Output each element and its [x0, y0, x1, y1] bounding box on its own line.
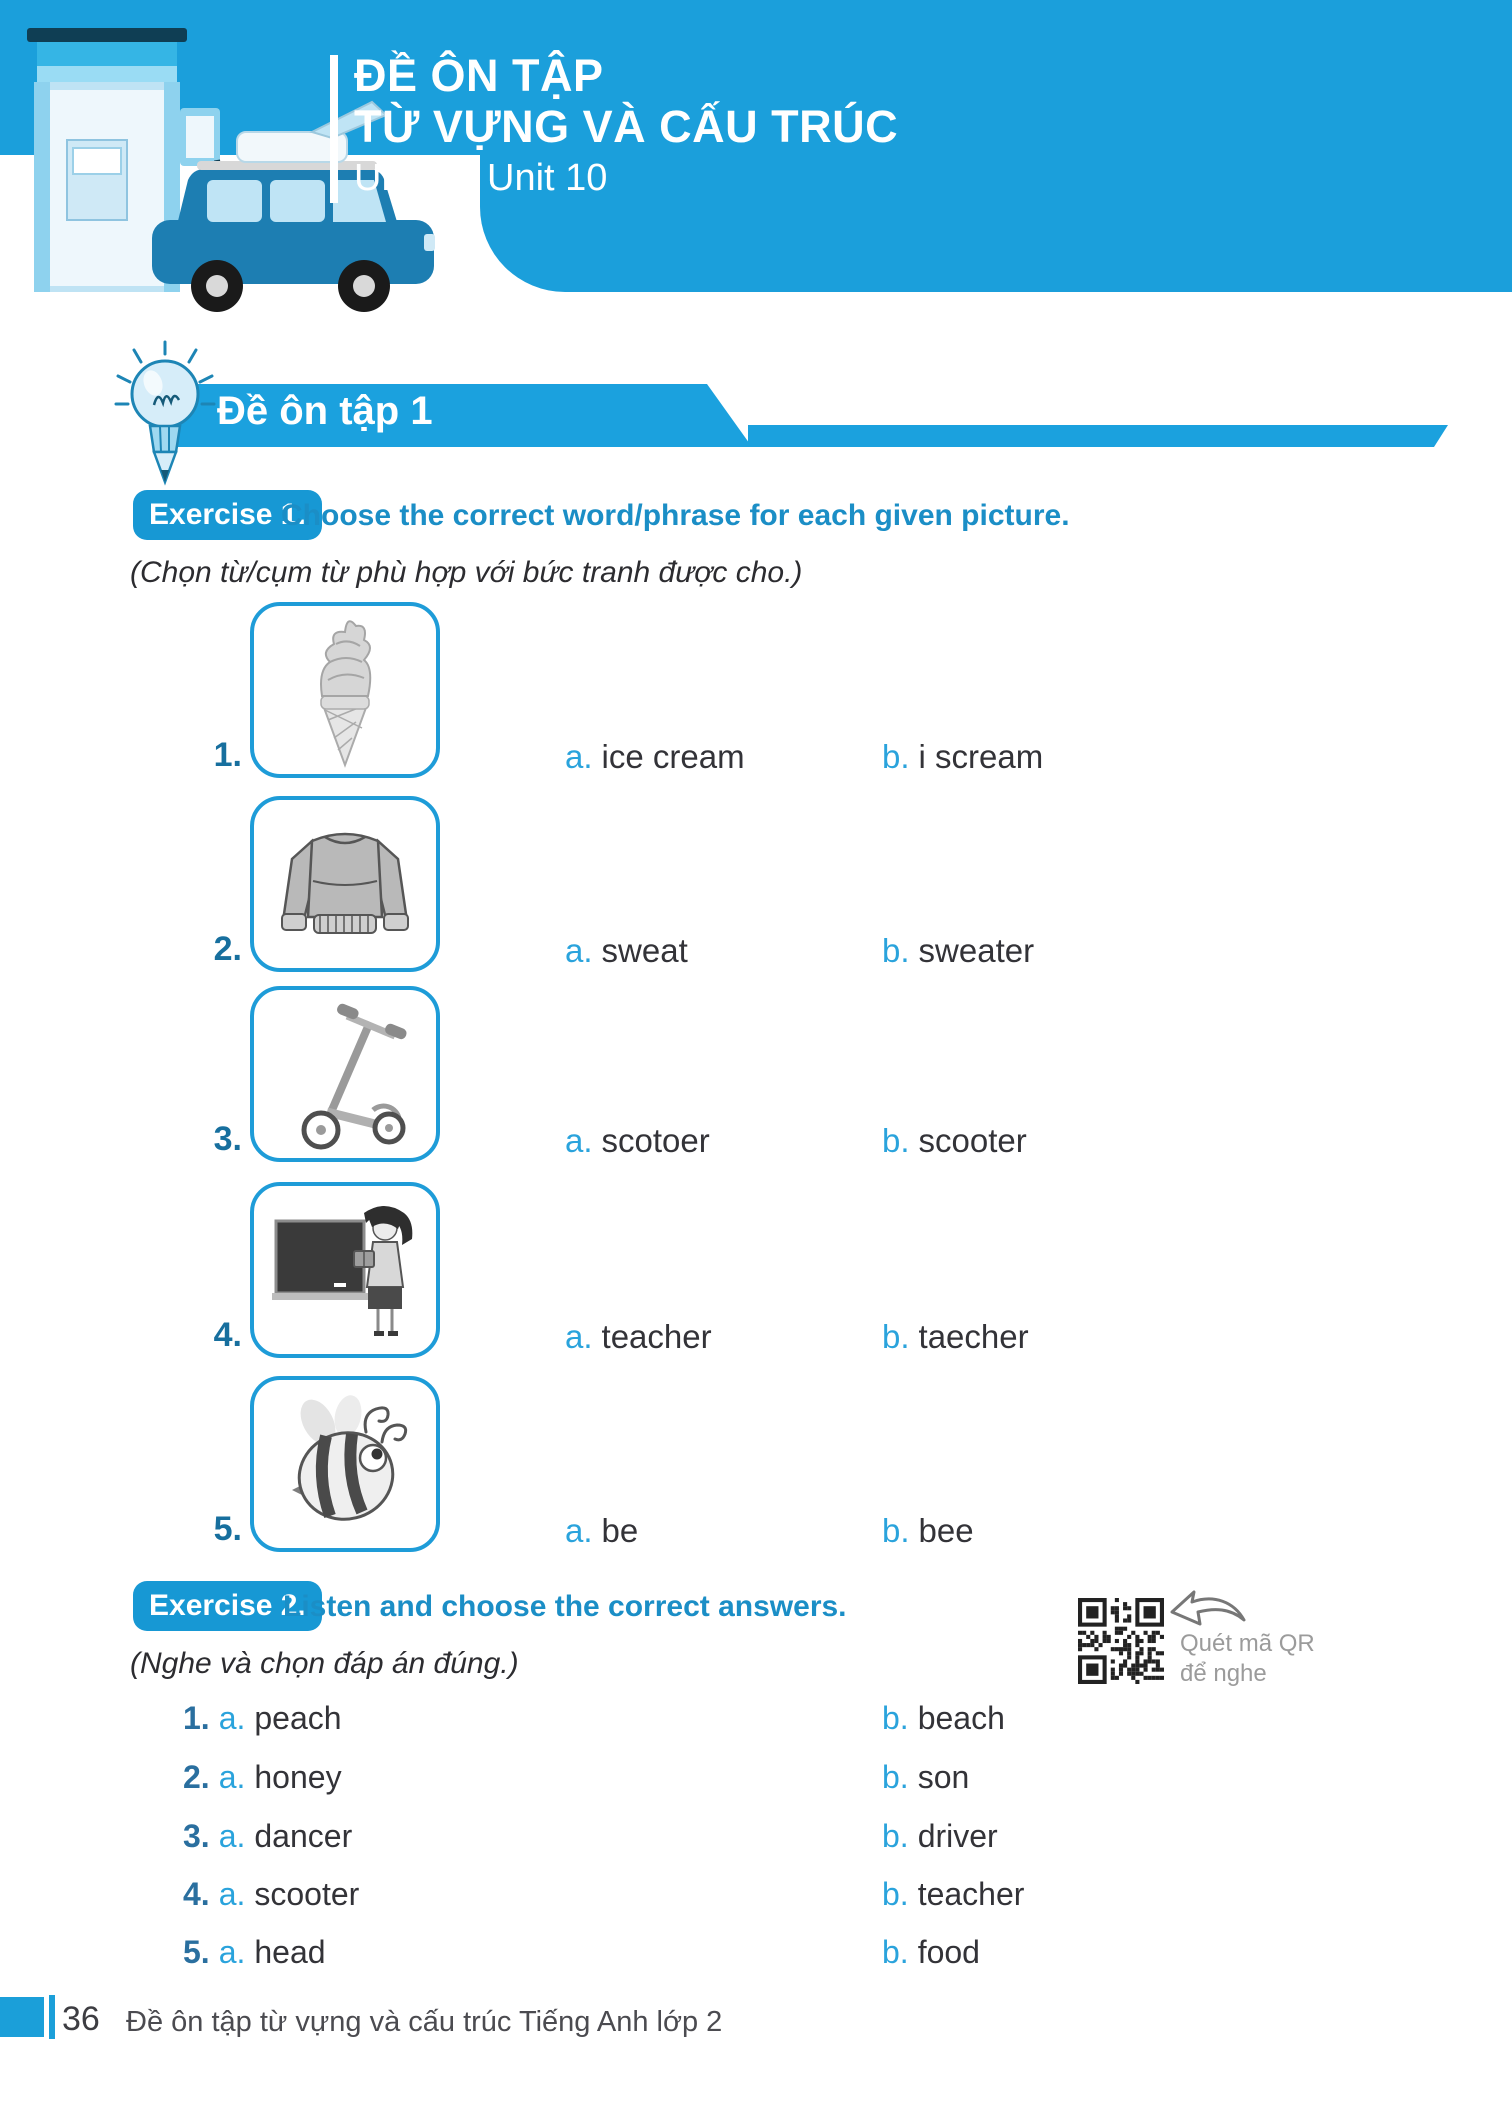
option-b — [882, 1122, 1027, 1160]
option-b — [882, 1512, 974, 1550]
option-word: sweater — [918, 932, 1035, 969]
option-b — [882, 1876, 1024, 1913]
footer-accent-bar — [49, 1995, 55, 2039]
option-a — [183, 1759, 342, 1796]
option-word: driver — [917, 1818, 998, 1854]
option-letter: a. — [218, 1876, 246, 1912]
option-word: ice cream — [601, 738, 745, 775]
option-letter: a. — [565, 1512, 593, 1549]
option-letter: a. — [218, 1700, 246, 1736]
option-word: scooter — [254, 1876, 360, 1912]
item-number: 1. — [213, 736, 242, 774]
header-title-line1: ĐỀ ÔN TẬP — [354, 50, 604, 101]
option-b — [882, 1934, 980, 1971]
teacher-image — [268, 1195, 423, 1345]
option-letter: a. — [565, 1122, 593, 1159]
item-number: 4. — [183, 1876, 210, 1912]
option-letter: b. — [882, 1700, 909, 1736]
item-image-box — [250, 986, 440, 1162]
option-word: teacher — [917, 1876, 1025, 1912]
item-number: 4. — [213, 1316, 242, 1354]
option-letter: b. — [882, 1122, 910, 1159]
qr-caption-line2: để nghe — [1180, 1660, 1267, 1687]
option-letter: a. — [565, 738, 593, 775]
option-a — [565, 932, 688, 970]
option-word: sweat — [601, 932, 688, 969]
option-word: son — [917, 1759, 970, 1795]
exercise2-badge: Exercise 2. — [133, 1581, 322, 1631]
item-number: 5. — [183, 1934, 210, 1970]
option-letter: a. — [218, 1818, 246, 1854]
exercise1-badge: Exercise 1. — [133, 490, 322, 540]
header-subtitle: Unit 1 - Unit 10 — [354, 157, 608, 199]
option-word: peach — [254, 1700, 342, 1736]
banner-strip — [748, 425, 1448, 447]
option-letter: b. — [882, 738, 910, 775]
option-b — [882, 1818, 998, 1855]
scooter-image — [275, 994, 415, 1154]
lightbulb-pencil-icon — [110, 338, 220, 488]
option-word: head — [254, 1934, 326, 1970]
option-word: i scream — [918, 738, 1044, 775]
exercise1-subtitle-vi: (Chọn từ/cụm từ phù hợp với bức tranh được cho.) — [130, 556, 803, 589]
bee-image — [270, 1394, 420, 1534]
option-word: dancer — [254, 1818, 353, 1854]
option-word: taecher — [918, 1318, 1029, 1355]
item-image-box — [250, 796, 440, 972]
option-letter: b. — [882, 1818, 909, 1854]
footer-text: Đề ôn tập từ vựng và cấu trúc Tiếng Anh lớp 2 — [126, 2006, 723, 2038]
qr-code — [1078, 1598, 1164, 1684]
exercise2-title: Listen and choose the correct answers. — [283, 1590, 847, 1623]
option-word: bee — [918, 1512, 974, 1549]
option-a — [183, 1818, 352, 1855]
exercise1-title: Choose the correct word/phrase for each given picture. — [281, 499, 1070, 532]
option-letter: b. — [882, 1759, 909, 1795]
option-word: beach — [917, 1700, 1005, 1736]
item-number: 5. — [213, 1510, 242, 1548]
option-a — [565, 1512, 638, 1550]
item-number: 1. — [183, 1700, 210, 1736]
item-number: 2. — [183, 1759, 210, 1795]
option-a — [565, 1122, 710, 1160]
page-number: 36 — [62, 2000, 100, 2038]
option-letter: a. — [218, 1934, 246, 1970]
qr-arrow-icon — [1168, 1586, 1252, 1634]
header-divider-bar — [330, 55, 338, 203]
option-letter: b. — [882, 932, 910, 969]
option-letter: b. — [882, 1934, 909, 1970]
option-b — [882, 932, 1034, 970]
option-a — [565, 1318, 712, 1356]
option-letter: a. — [565, 932, 593, 969]
ice-cream-image — [290, 610, 400, 770]
option-b — [882, 738, 1043, 776]
banner-label: Đề ôn tập 1 — [217, 389, 433, 433]
option-letter: b. — [882, 1876, 909, 1912]
option-word: be — [601, 1512, 639, 1549]
option-letter: b. — [882, 1318, 910, 1355]
item-number: 2. — [213, 930, 242, 968]
option-b — [882, 1759, 969, 1796]
item-number: 3. — [213, 1120, 242, 1158]
option-word: scooter — [918, 1122, 1027, 1159]
option-a — [183, 1700, 342, 1737]
option-letter: a. — [218, 1759, 246, 1795]
option-letter: b. — [882, 1512, 910, 1549]
item-image-box — [250, 1182, 440, 1358]
option-b — [882, 1700, 1005, 1737]
option-b — [882, 1318, 1029, 1356]
item-image-box — [250, 602, 440, 778]
option-word: teacher — [601, 1318, 712, 1355]
exercise2-subtitle-vi: (Nghe và chọn đáp án đúng.) — [130, 1647, 519, 1680]
option-a — [183, 1934, 326, 1971]
item-number: 3. — [183, 1818, 210, 1854]
option-letter: a. — [565, 1318, 593, 1355]
qr-caption-line1: Quét mã QR — [1180, 1630, 1315, 1657]
option-word: food — [917, 1934, 980, 1970]
header-title-line2: TỪ VỰNG VÀ CẤU TRÚC — [354, 101, 899, 152]
option-word: honey — [254, 1759, 342, 1795]
sweater-image — [270, 819, 420, 949]
option-word: scotoer — [601, 1122, 710, 1159]
option-a — [565, 738, 745, 776]
item-image-box — [250, 1376, 440, 1552]
option-a — [183, 1876, 359, 1913]
footer-accent-block — [0, 1997, 44, 2037]
